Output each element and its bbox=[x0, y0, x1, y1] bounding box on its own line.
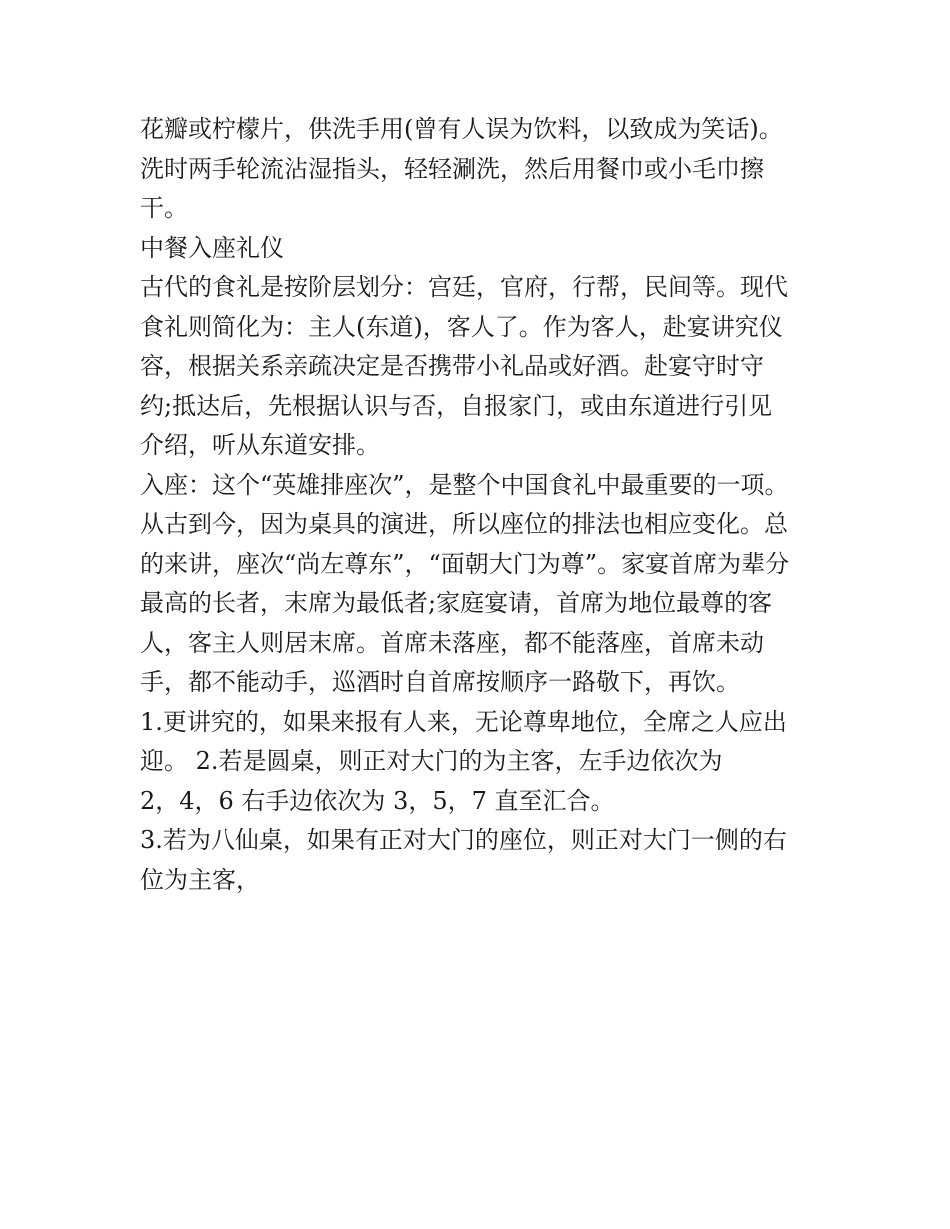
text-line: 花瓣或柠檬片，供洗手用(曾有人误为饮料，以致成为笑话)。 bbox=[140, 115, 783, 143]
list-item: 位为主客， bbox=[140, 865, 260, 894]
text-line: 容，根据关系亲疏决定是否携带小礼品或好酒。赴宴守时守 bbox=[140, 352, 764, 380]
list-item: 迎。 2.若是圆桌，则正对大门的为主客，左手边依次为 bbox=[140, 747, 723, 775]
text-line: 古代的食礼是按阶层划分：宫廷，官府，行帮，民间等。现代 bbox=[140, 273, 788, 301]
section-heading: 中餐入座礼仪 bbox=[140, 233, 284, 262]
text-line: 介绍，听从东道安排。 bbox=[140, 431, 380, 459]
text-line: 最高的长者，末席为最低者;家庭宴请，首席为地位最尊的客 bbox=[140, 589, 773, 617]
text-line: 手，都不能动手，巡酒时自首席按顺序一路敬下，再饮。 bbox=[140, 668, 740, 696]
text-line: 入座：这个“英雄排座次”，是整个中国食礼中最重要的一项。 bbox=[140, 470, 789, 499]
text-line: 的来讲，座次“尚左尊东”，“面朝大门为尊”。家宴首席为辈分 bbox=[140, 549, 790, 578]
text-line: 从古到今，因为桌具的演进，所以座位的排法也相应变化。总 bbox=[140, 510, 788, 538]
text-line: 约;抵达后，先根据认识与否，自报家门，或由东道进行引见 bbox=[140, 391, 773, 420]
text-line: 食礼则简化为：主人(东道)，客人了。作为客人，赴宴讲究仪 bbox=[140, 312, 783, 341]
text-line: 洗时两手轮流沾湿指头，轻轻涮洗，然后用餐巾或小毛巾擦 bbox=[140, 154, 764, 183]
text-line: 人，客主人则居末席。首席未落座，都不能落座，首席未动 bbox=[140, 628, 764, 657]
text-line: 干。 bbox=[140, 194, 188, 222]
list-item: 2，4，6 右手边依次为 3，5，7 直至汇合。 bbox=[140, 786, 615, 815]
list-item: 1.更讲究的，如果来报有人来，无论尊卑地位，全席之人应出 bbox=[140, 707, 787, 736]
list-item: 3.若为八仙桌，如果有正对大门的座位，则正对大门一侧的右 bbox=[140, 826, 787, 854]
document-body bbox=[140, 110, 820, 900]
